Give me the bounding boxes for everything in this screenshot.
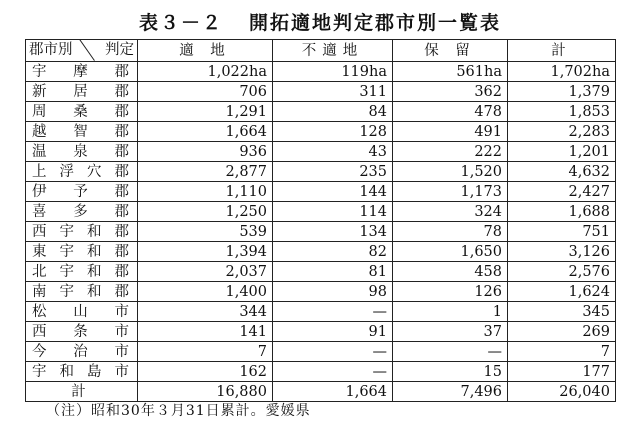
unsuitable-cell: 114 [273,202,393,222]
reserved-cell: 37 [393,322,508,342]
table-row [26,242,616,262]
suitable-cell: 706 [138,82,273,102]
suitable-cell: 1,110 [138,182,273,202]
unsuitable-cell: 82 [273,242,393,262]
suitable-cell: 141 [138,322,273,342]
footnote: （注）昭和30年３月31日累計。愛媛県 [46,403,311,419]
district-name: 宇摩郡 [26,62,138,82]
unsuitable-cell: 98 [273,282,393,302]
total-cell: 1,688 [508,202,616,222]
suitable-cell: 1,394 [138,242,273,262]
table-row [26,182,616,202]
suitable-cell: 539 [138,222,273,242]
unsuitable-cell: 81 [273,262,393,282]
reserved-cell: 491 [393,122,508,142]
column-header-unsuitable: 不適地 [273,40,393,62]
total-cell: 269 [508,322,616,342]
reserved-cell: 324 [393,202,508,222]
reserved-cell: 78 [393,222,508,242]
total-cell: 4,632 [508,162,616,182]
suitable-cell: 2,877 [138,162,273,182]
district-name: 周桑郡 [26,102,138,122]
corner-diagonal [78,40,95,61]
table-row [26,322,616,342]
suitable-cell: 7 [138,342,273,362]
unsuitable-cell: — [273,342,393,362]
total-cell: 26,040 [508,382,616,402]
total-cell: 345 [508,302,616,322]
total-row [26,382,616,402]
total-cell: 1,379 [508,82,616,102]
table-row [26,222,616,242]
district-name: 喜多郡 [26,202,138,222]
reclamation-table [25,39,616,402]
reserved-cell: 126 [393,282,508,302]
suitable-cell: 1,291 [138,102,273,122]
header-row [26,40,616,62]
suitable-cell: 2,037 [138,262,273,282]
district-name: 宇和島市 [26,362,138,382]
total-cell: 7 [508,342,616,362]
table-header [26,40,616,62]
corner-label-area: 郡市別 [29,42,73,58]
district-name: 南宇和郡 [26,282,138,302]
unsuitable-cell: 144 [273,182,393,202]
district-name: 上浮穴郡 [26,162,138,182]
unsuitable-cell: 1,664 [273,382,393,402]
unsuitable-cell: 119ha [273,62,393,82]
reserved-cell: 1,520 [393,162,508,182]
unsuitable-cell: — [273,362,393,382]
district-name: 東宇和郡 [26,242,138,262]
unsuitable-cell: 91 [273,322,393,342]
column-header-suitable: 適 地 [138,40,273,62]
table-row [26,62,616,82]
unsuitable-cell: 311 [273,82,393,102]
reserved-cell: 478 [393,102,508,122]
table-row [26,122,616,142]
reserved-cell: 7,496 [393,382,508,402]
total-cell: 1,624 [508,282,616,302]
unsuitable-cell: 43 [273,142,393,162]
table-row [26,302,616,322]
column-header-reserved: 保 留 [393,40,508,62]
table-row [26,202,616,222]
total-label: 計 [26,382,138,402]
reserved-cell: 1,650 [393,242,508,262]
suitable-cell: 936 [138,142,273,162]
corner-label-judgement: 判定 [105,42,134,58]
reserved-cell: 561ha [393,62,508,82]
unsuitable-cell: 134 [273,222,393,242]
table-row [26,362,616,382]
reserved-cell: — [393,342,508,362]
table-row [26,262,616,282]
total-cell: 751 [508,222,616,242]
table-title [0,8,640,35]
suitable-cell: 16,880 [138,382,273,402]
reserved-cell: 1 [393,302,508,322]
table-row [26,282,616,302]
suitable-cell: 1,664 [138,122,273,142]
unsuitable-cell: 235 [273,162,393,182]
total-cell: 177 [508,362,616,382]
reserved-cell: 222 [393,142,508,162]
unsuitable-cell: — [273,302,393,322]
table-row [26,142,616,162]
table-number: 表３－２ [138,12,223,34]
table-row [26,82,616,102]
district-name: 伊予郡 [26,182,138,202]
table-row [26,342,616,362]
reserved-cell: 15 [393,362,508,382]
unsuitable-cell: 128 [273,122,393,142]
district-name: 西宇和郡 [26,222,138,242]
corner-header [26,40,138,62]
reserved-cell: 1,173 [393,182,508,202]
district-name: 新居郡 [26,82,138,102]
district-name: 北宇和郡 [26,262,138,282]
unsuitable-cell: 84 [273,102,393,122]
suitable-cell: 1,400 [138,282,273,302]
suitable-cell: 1,022ha [138,62,273,82]
table-row [26,102,616,122]
total-cell: 1,853 [508,102,616,122]
total-cell: 2,427 [508,182,616,202]
table-body [26,62,616,402]
column-header-total: 計 [508,40,616,62]
total-cell: 3,126 [508,242,616,262]
reserved-cell: 362 [393,82,508,102]
total-cell: 1,201 [508,142,616,162]
total-cell: 2,576 [508,262,616,282]
district-name: 今治市 [26,342,138,362]
suitable-cell: 1,250 [138,202,273,222]
reserved-cell: 458 [393,262,508,282]
total-cell: 1,702ha [508,62,616,82]
district-name: 西条市 [26,322,138,342]
table-row [26,162,616,182]
suitable-cell: 344 [138,302,273,322]
total-cell: 2,283 [508,122,616,142]
district-name: 温泉郡 [26,142,138,162]
district-name: 越智郡 [26,122,138,142]
table-caption: 開拓適地判定郡市別一覧表 [249,12,502,34]
suitable-cell: 162 [138,362,273,382]
district-name: 松山市 [26,302,138,322]
